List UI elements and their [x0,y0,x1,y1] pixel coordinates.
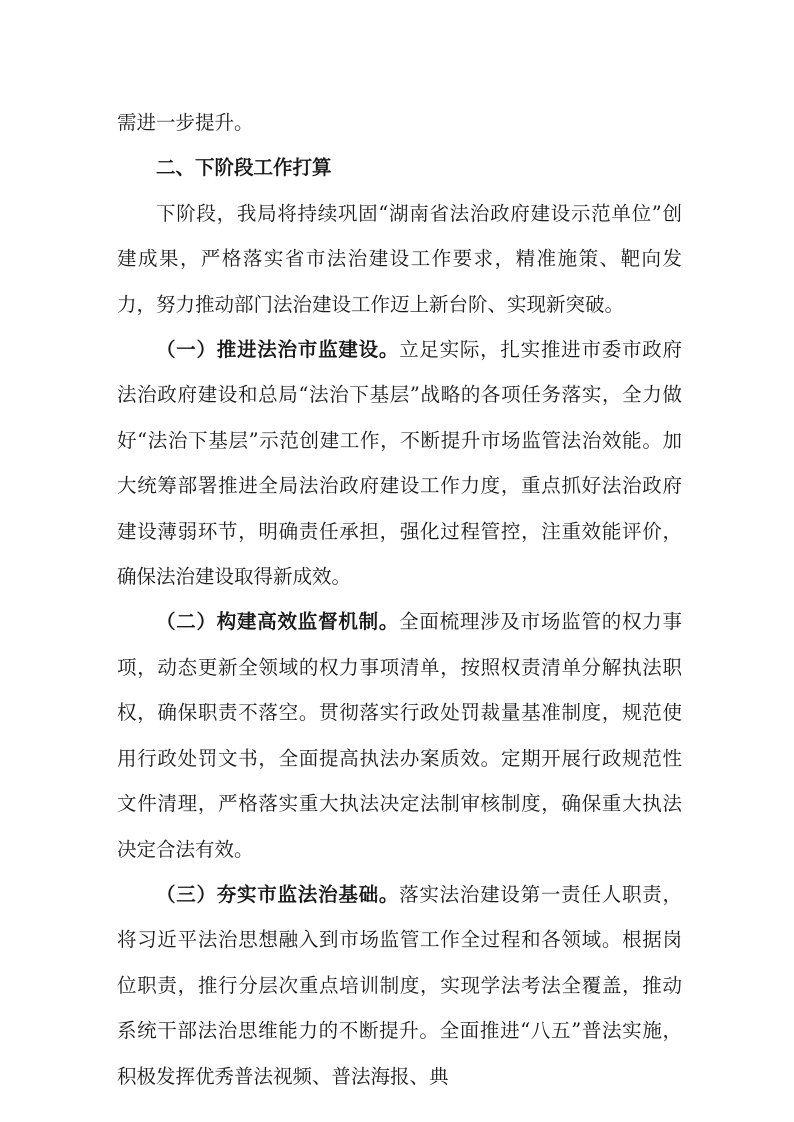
item-text-3: 落实法治建设第一责任人职责，将习近平法治思想融入到市场监管工作全过程和各领域。根据岗位职责，推行分层次重点培训制度，实现学法考法全覆盖，推动系统干部法治思维能力的不断提升。全面推进“八五”普法实施，积极发挥优秀普法视频、普法海报、典 [117,882,682,1088]
document-page [117,100,682,1099]
item-paragraph-3 [117,872,682,1099]
intro-paragraph: 下阶段，我局将持续巩固“湖南省法治政府建设示范单位”创建成果，严格落实省市法治建设工作要求，精准施策、靶向发力，努力推动部门法治建设工作迈上新台阶、实现新突破。 [117,201,682,316]
item-paragraph-2 [117,599,682,871]
item-lead-1: （一）推进法治市监建设。 [156,338,400,362]
continuation-paragraph: 需进一步提升。 [117,111,254,134]
item-lead-3: （三）夯实市监法治基础。 [156,882,400,906]
section-heading: 二、下阶段工作打算 [156,156,332,180]
item-paragraph-1 [117,327,682,599]
item-lead-2: （二）构建高效监督机制。 [156,610,400,634]
item-text-2: 全面梳理涉及市场监管的权力事项，动态更新全领域的权力事项清单，按照权责清单分解执法职权，确保职责不落空。贯彻落实行政处罚裁量基准制度，规范使用行政处罚文书，全面提高执法办案质效。定期开展行政规范性文件清理，严格落实重大执法决定法制审核制度，确保重大执法决定合法有效。 [117,610,682,861]
item-text-1: 立足实际，扎实推进市委市政府法治政府建设和总局“法治下基层”战略的各项任务落实，全力做好“法治下基层”示范创建工作，不断提升市场监管法治效能。加大统筹部署推进全局法治政府建设工作力度，重点抓好法治政府建设薄弱环节，明确责任承担，强化过程管控，注重效能评价，确保法治建设取得新成效。 [117,338,682,589]
